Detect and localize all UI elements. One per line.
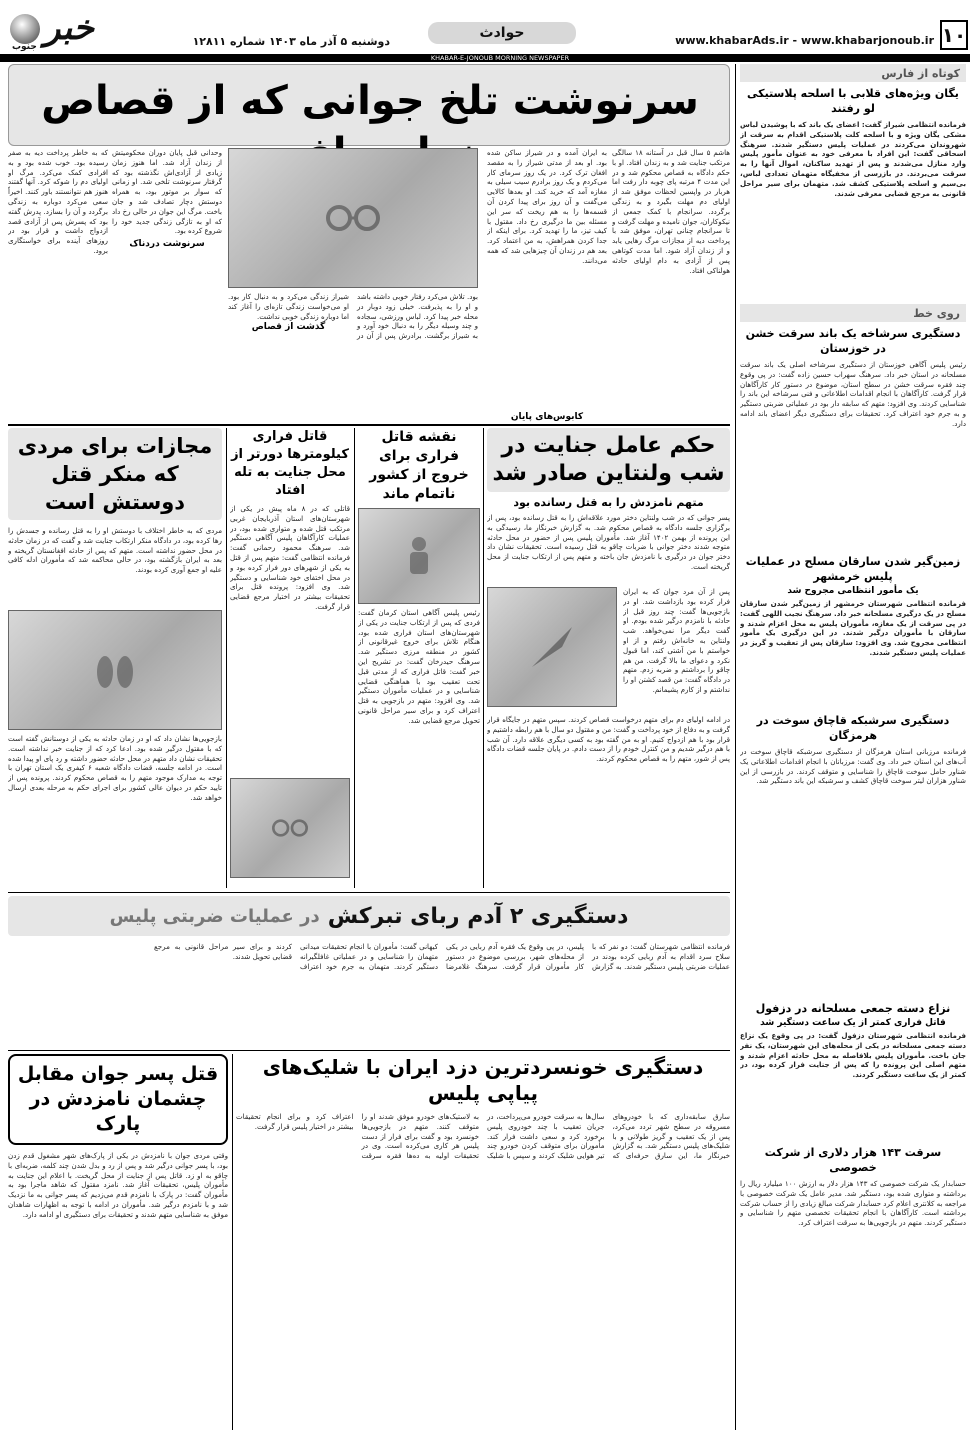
lead-col-5-text: که به خاطر پرداخت دیه به صفر رسیده بود. خوب شده بود و به افرادی کمک می‌کرد. مرگ او اولیای دم را شوکه کرد. آنها گفتند هنوز هم نتوانستند باور کنند. اخیراً سعی می‌کرد دوباره به زندگی برگردد و آن را بسازد. پدرش گفته بود که پسرش پس از آزادی قصد ازدواج داشت و قرار بود در روزهای آینده برای خواستگاری برود. — [8, 148, 108, 255]
lead-col-1-text: هاشم ۵ سال قبل در آستانه ۱۸ سالگی مرتکب جنایت شد و به زندان افتاد. او با حکم دادگاه به قصاص محکوم شد و در این مدت ۴ مرتبه پای چوبه دار رفت اما هربار در واپسین لحظات موفق شد از اولیای دم مهلت بگیرد و به زندگی برگردد. سرانجام با کمک جمعی از نیکوکاران، جوان نامیده و مهلت گرفت و تا سرانجام چنانی تهران، موفق شد با پرداخت دیه از مجازات مرگ رهایی یابد و از زندان آزاد شود. اما مدت کوتاهی پس از آزادی به دام اولیای حادثه هولناکی افتاد. — [612, 148, 730, 275]
sidebar-s2-body: رئیس پلیس آگاهی خوزستان از دستگیری سرشاخه اصلی یک باند سرقت مسلحانه در استان خبر داد. سرهنگ سهراب حسین زاده گفت: در پی وقوع چند فقره سرقت خشن در سطح استان، موضوع در دستور کار کارآگاهان قرار گرفت. کارآگاهان با انجام اقدامات اطلاعاتی و فنی سرشاخه این باند را شناسایی کردند. وی افزود: متهم که سابقه دار بود در عملیاتی ضربتی دستگیر و به جرم خود اعتراف کرد. تحقیقات برای دستگیری دیگر اعضای باند ادامه دارد. — [740, 360, 966, 428]
lead-subhead-3: سرنوشت دردناک — [129, 239, 205, 250]
lead-subhead-1: کابوس‌های پایان — [510, 412, 584, 422]
verdict-body-3: در ادامه اولیای دم برای متهم درخواست قصاص کردند. سپس متهم در جایگاه قرار گرفت و به دفاع از خود پرداخت و گفت: من و مقتول دو سال با هم رابطه داشتیم و قرار بود با هم ازدواج کنیم. او به من گفته بود به کسی دیگری علاقه دارد. آن شب با هم درگیر شدیم و من کنترل خودم را از دست دادم. در پایان جلسه قضات دادگاه پس از شور، متهم را به قصاص محکوم کردند. — [487, 715, 730, 764]
gang-headline-tail: در عملیات ضربتی پلیس — [109, 905, 320, 927]
park-headline: قتل پسر جوان مقابل چشمان نامزدش در پارک — [17, 1063, 219, 1135]
lead-photo — [228, 148, 478, 288]
park-body: وقتی مردی جوان با نامزدش در یکی از پارک‌های شهر مشغول قدم زدن بود، با پسر جوانی درگیر شد و پس از رد و بدل شدن چند کلمه، ضربه‌ای با چاقو به او زد. قاتل پس از جنایت از محل گریخت. با اعلام این جنایت به مأموران پلیس، تحقیقات آغاز شد. نامزد مقتول که شاهد ماجرا بود به مأموران گفت: در پارک با نامزدم قدم می‌زدیم که پسر جوانی به ما نزدیک شد و با نامزدم درگیر شد. مأموران در ادامه با توجه به اظهارات شاهدان موفق به شناسایی متهم شدند و تحقیقات برای دستگیری او ادامه دارد. — [8, 1151, 228, 1219]
chase-headline: قاتل فراری کیلومترها دورتر از محل جنایت به تله افتاد — [231, 429, 349, 498]
shooting-article — [236, 1054, 730, 1430]
denier-body-2: بازجویی‌ها نشان داد که او در زمان حادثه به یکی از دوستانش گفته است که با مقتول درگیر شده بود. ادعا کرد که از جنایت خبر نداشته است. تحقیقات نشان داد متهم در محل حادثه حضور داشته و رد پای او پیدا شده است. در ادامه جلسه، قضات دادگاه شعبه ۶ کیفری یک استان تهران با توجه به مدارک موجود متهم را به قصاص محکوم کردند. پرونده پس از تایید حکم در دیوان عالی کشور برای اجرای حکم به مرحله بعدی ارسال خواهد شد. — [8, 734, 222, 802]
gang-headline-bar — [8, 896, 730, 936]
escape-body: رئیس پلیس آگاهی استان کرمان گفت: فردی که پس از ارتکاب جنایت در یکی از شهرستان‌های استان فراری شده بود، هنگام تلاش برای خروج غیرقانونی از کشور در منطقه مرزی دستگیر شد. سرهنگ حیدرخان گفت: در تشریح این خبر گفت: قاتل فراری که از مدتی قبل تحت تعقیب بود با هماهنگی قضایی شناسایی و در عملیات مأموران دستگیر شد. وی افزود: متهم در بازجویی به قتل اعتراف کرد و برای سیر مراحل قانونی تحویل مرجع قضایی شد. — [358, 608, 480, 725]
sidebar-s2-headline: دستگیری سرشاخه یک باند سرقت خشن در خوزستان — [745, 327, 961, 355]
lead-col-1 — [612, 148, 730, 412]
sidebar-s1-body: فرمانده انتظامی شیراز گفت: اعضای یک باند که با پوشیدن لباس مشکی یگان ویژه و با اسلحه کلت پلاستیکی اقدام به سرقت از شهروندان می‌کردند در عملیات پلیس دستگیر شدند. سرهنگ اسحاقی گفت: این افراد با معرفی خود به عنوان مأمور پلیس وارد منازل می‌شدند و پس از تهدید ساکنان، اموال آنها را به سرقت می‌بردند. در بازرسی از مخفیگاه متهمان تعدادی لباس، بی‌سیم و اسلحه پلاستیکی کشف شد. متهمان برای سیر مراحل قانونی به مرجع قضایی معرفی شدند. — [740, 120, 966, 198]
lead-col-4-text: وحدانی قبل پایان دوران محکومیتش از زندان آزاد شد. اما هنوز زمان زیادی از آزادی‌اش نگذشته بود که گرفتار سرنوشت تلخی شد. او زمانی که سوار بر موتور بود، به همراه دوستش دچار تصادف شد و جان باخت. مرگ این جوان در حالی رخ داد که او به تازگی زندگی جدید خود را شروع کرده بود. — [112, 148, 222, 236]
gang-body: فرمانده انتظامی شهرستان گفت: دو نفر که با سلاح سرد اقدام به آدم ربایی کرده بودند در عملیات ضربتی پلیس دستگیر شدند. به گزارش پلیس، در پی وقوع یک فقره آدم ربایی در یکی از محله‌های شهر، بررسی موضوع در دستور کار مأموران قرار گرفت. سرهنگ غلامرضا کیهانی گفت: مأموران با انجام تحقیقات میدانی متهمان را شناسایی و در عملیاتی غافلگیرانه دستگیر کردند. متهمان به جرم خود اعتراف کردند و برای سیر مراحل قانونی به مرجع قضایی تحویل شدند. — [154, 942, 730, 971]
verdict-body-1: پسر جوانی که در شب ولنتاین دختر مورد علاقه‌اش را به قتل رسانده بود، پس از برگزاری جلسه دادگاه به قصاص محکوم شد. به گزارش خبرنگار ما، رسیدگی به این پرونده از بهمن ۱۴۰۲ آغاز شد. مأموران پلیس پس از حضور در محل حادثه متوجه شدند دختر جوانی با ضربات چاقو به قتل رسیده است. تحقیقات نشان داد دختر جوان در درگیری با نامزدش جان باخته و متهم پس از ارتکاب جنایت از محل گریخته است. — [487, 513, 730, 571]
col-rule-chase — [226, 428, 227, 888]
denier-article — [8, 428, 222, 888]
feet-icon — [90, 650, 140, 690]
main-headline: سرنوشت تلخ جوانی که از قصاص — [41, 78, 699, 124]
chase-body: قاتلی که در ۸ ماه پیش در یکی از شهرستان‌های استان آذربایجان غربی مرتکب قتل شده و متواری شده بود، در عملیات کارآگاهان پلیس آگاهی دستگیر شد. سرهنگ محمود رحمانی گفت: فرمانده انتظامی گفت: متهم پس از قتل به یکی از شهرهای دور فرار کرده بود و در محل اختفای خود شناسایی و دستگیر شد. وی افزود: پرونده قتل برای تحقیقات بیشتر در اختیار مرجع قضایی قرار گرفت. — [230, 504, 350, 611]
chase-article — [230, 428, 350, 888]
verdict-photo — [487, 587, 617, 707]
escape-photo — [358, 508, 480, 604]
sidebar-s6-body: حسابدار یک شرکت خصوصی که ۱۴۳ هزار دلار به ارزش ۱۰۰ میلیارد ریال را برداشته و متواری شده بود، دستگیر شد. مدیر عامل یک شرکت خصوصی با مراجعه به کلانتری اعلام کرد حسابدار شرکت مبالغ زیادی را از حساب شرکت برداشته است. کارآگاهان با انجام تحقیقات تخصصی متهم را شناسایی و دستگیر کردند. متهم در بازجویی‌ها به سرقت اعتراف کرد. — [740, 1179, 966, 1228]
denier-photo — [8, 610, 222, 730]
verdict-article — [487, 428, 730, 888]
verdict-subhead: متهم نامزدش را به قتل رسانده بود — [513, 496, 704, 509]
escape-headline: نقشه قاتل فراری برای خروج از کشور ناتمام ماند — [369, 429, 469, 502]
denier-headline: مجازات برای مردی که منکر قتل دوستش است — [8, 428, 222, 520]
sidebar-section-1-header — [740, 64, 966, 82]
lead-subhead-2: گذشت از قصاص — [251, 322, 326, 333]
denier-body-1: مردی که به خاطر اختلاف با دوستش او را به قتل رسانده و جسدش را رها کرده بود، در دادگاه منکر ارتکاب جنایت شد و گفت که در زمان حادثه در محل حضور نداشته است. متهم که پس از حادثه افغانستان گریخته و بعد به ایران بازگشته بود، در حالی محاکمه شد که مأموران ادله کافی علیه او جمع آوری کرده بودند. — [8, 526, 222, 575]
sidebar-s3-body: فرمانده انتظامی شهرستان خرمشهر از زمین‌گیر شدن سارقان مسلح در یک درگیری مسلحانه خبر داد. سرهنگ نجیب اللهی گفت: در پی سرقت از یک مغازه، مأموران پلیس به محل اعزام شدند و سارقان با مأموران درگیر شدند. در این درگیری یک مأمور انتظامی مجروح شد. وی افزود: سارقان پس از تعقیب و گریز در عملیات پلیس دستگیر شدند. — [740, 599, 966, 657]
shooting-headline: دستگیری خونسردترین دزد ایران با شلیک‌های پیاپی پلیس — [262, 1055, 704, 1105]
lead-col-5 — [8, 148, 108, 422]
sidebar-s4-body: فرمانده مرزبانی استان هرمزگان از دستگیری سرشبکه قاچاق سوخت در آب‌های این استان خبر داد. وی گفت: مرزبانان با انجام اقدامات اطلاعاتی یک شناور حامل سوخت قاچاق را شناسایی و متوقف کردند. در بازرسی از این شناور هزاران لیتر سوخت قاچاق کشف و سرشبکه این باند دستگیر شد. — [740, 747, 966, 786]
page-number-box — [940, 20, 968, 50]
masthead — [0, 0, 970, 62]
sidebar-s3-sub: یک مأمور انتظامی مجروح شد — [787, 586, 919, 596]
sidebar-s5-sub: قاتل فراری کمتر از یک ساعت دستگیر شد — [760, 1018, 946, 1028]
knife-icon — [527, 622, 577, 672]
sidebar-s5-body: فرمانده انتظامی شهرستان دزفول گفت: در پی وقوع یک نزاع دسته جمعی مسلحانه در یکی از محله‌های این شهرستان، یک نفر جان باخت. مأموران پلیس بلافاصله به محل حادثه اعزام شدند و متهم اصلی این پرونده را که پس از جنایت فرار کرده بود، در کمتر از یک ساعت دستگیر کردند. — [740, 1031, 966, 1080]
lead-bottom-rule — [8, 424, 730, 426]
page-number: ۱۰ — [941, 23, 967, 47]
sidebar-section-2-title: روی خط — [913, 306, 960, 320]
lead-col-2 — [487, 148, 607, 412]
logo — [4, 8, 114, 54]
sidebar — [740, 64, 966, 1430]
person-icon — [404, 536, 434, 576]
gang-headline: دستگیری ۲ آدم ربای تبرکش — [327, 903, 629, 929]
sidebar-section-1-title: کوتاه از فارس — [881, 66, 960, 80]
sidebar-s6-headline: سرقت ۱۴۳ هزار دلاری از شرکت خصوصی — [764, 1146, 942, 1174]
chase-photo — [230, 778, 350, 878]
section-tab — [428, 22, 576, 44]
middle-rule — [8, 892, 730, 893]
main-headline-banner — [8, 64, 730, 146]
issue-date: دوشنبه ۵ آذر ماه ۱۴۰۳ شماره ۱۲۸۱۱ — [192, 35, 390, 48]
websites[interactable]: www.khabarAds.ir - www.khabarjonoub.ir — [675, 34, 934, 47]
verdict-body-2: پس از آن مرد جوان که به ایران فرار کرده بود بازداشت شد. او در بازجویی‌ها گفت: چند روز قبل از حادثه با نامزدم درگیر شده بودم. او گفت دیگر مرا نمی‌خواهد. شب ولنتاین به خانه‌اش رفتم و از او خواستم با من آشتی کند، اما قبول نکرد و دعوای ما بالا گرفت. من هم چاقو را برداشتم و ضربه زدم. متهم در دادگاه گفت: من قصد کشتن او را نداشتم و از کارم پشیمانم. — [623, 587, 730, 694]
logo-sub: جنوب — [12, 42, 37, 52]
handcuffs-icon — [323, 203, 383, 233]
col-rule-shooting — [232, 1054, 233, 1430]
col-rule-verdict — [483, 428, 484, 888]
sidebar-rule — [735, 64, 736, 1430]
masthead-subline: KHABAR-E-JONOUB MORNING NEWSPAPER — [430, 54, 570, 62]
park-article — [8, 1054, 228, 1430]
logo-text: خبر — [44, 8, 95, 48]
lower-rule — [8, 1050, 730, 1051]
handcuffs-icon — [270, 818, 310, 838]
sidebar-s5-headline: نزاع دسته جمعی مسلحانه در دزفول — [755, 1002, 951, 1015]
verdict-headline: حکم عامل جنایت در شب ولنتاین صادر شد — [487, 428, 730, 492]
lead-col-3 — [228, 292, 478, 422]
lead-col-4 — [112, 148, 222, 422]
sidebar-section-2-header — [740, 304, 966, 322]
lead-col-3-text: بود. تلاش می‌کرد رفتار خوبی داشته باشد و او را به پذیرفت. خیلی زود دوبار در محله خبر پیدا کرد. لباس ورزشی، سجاده و چند وسیله دیگر را به دنبال خود آورد و به شیراز برگشت. برادرش پس از آن در شیراز زندگی می‌کرد و به دنبال کار بود. او می‌خواست زندگی تازه‌ای را آغاز کند اما دوباره زندگی خوبی نداشت. — [228, 292, 478, 341]
shooting-body: سارق سابقه‌داری که با خودروهای مسروقه در سطح شهر تردد می‌کرد، پس از یک تعقیب و گریز طولانی و با شلیک‌های پلیس دستگیر شد. به گزارش خبرنگار ما، این سارق حرفه‌ای که سال‌ها به سرقت خودرو می‌پرداخت، در جریان تعقیب با چند خودروی پلیس برخورد کرد و سعی داشت فرار کند. مأموران برای متوقف کردن خودرو چند تیر هوایی شلیک کردند و سپس با شلیک به لاستیک‌های خودرو موفق شدند او را متوقف کنند. متهم در بازجویی‌ها خونسرد بود و گفت برای فرار از دست پلیس هر کاری می‌کرده است. وی در تحقیقات اولیه به ده‌ها فقره سرقت اعتراف کرد و برای انجام تحقیقات بیشتر در اختیار پلیس قرار گرفت. — [236, 1112, 730, 1161]
sidebar-s1-headline: یگان ویژه‌های قلابی با اسلحه پلاستیکی لو رفتند — [747, 87, 959, 115]
park-headline-box — [8, 1054, 228, 1145]
lead-col-2-text: به ایران آمده و در شیراز ساکن شده بود. او بعد از مدتی شیراز را به مقصد افغان ترک کرد. در یک روز سرمای کار می‌کردم و یک روز برادرم سیب سیلی به مغازه آمد که خرید کند. او بعدها کالایی می‌گفت و آن روز برای پیدا کردن آن قسمه‌ها را به هم ریخت که سر این مسئله بین ما درگیری رخ داد. مقتول با کیف تیز، ما را تهدید کرد. برای اینکه از جدا کردن همراهش، به من اعتماد کرد. بعد هم در زندان آن چیزهایی شد که همه می‌دانند. — [487, 148, 607, 265]
sidebar-s4-headline: دستگیری سرشبکه قاچاق سوخت در هرمزگان — [756, 714, 950, 742]
escape-article — [358, 428, 480, 888]
sidebar-s3-headline: زمین‌گیر شدن سارقان مسلح در عملیات پلیس خرمشهر — [745, 555, 961, 583]
col-rule-escape — [354, 428, 355, 888]
gang-article — [8, 896, 730, 1046]
globe-icon — [10, 14, 40, 44]
section-title: حوادث — [479, 25, 525, 41]
